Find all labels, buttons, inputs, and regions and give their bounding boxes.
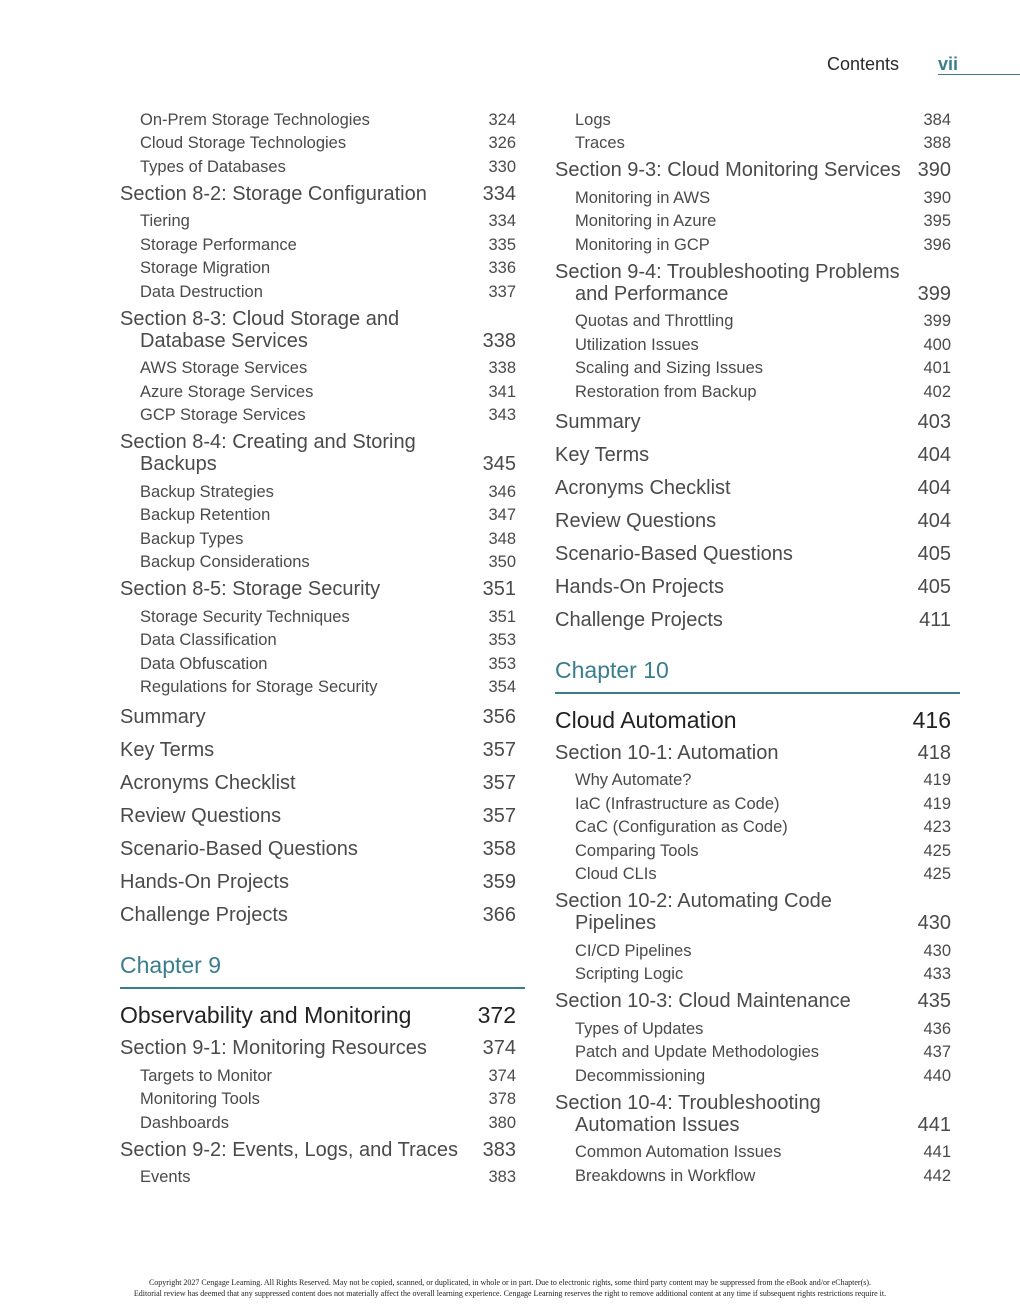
- entry-page-number: 383: [488, 1168, 516, 1186]
- toc-subtopic-entry[interactable]: [555, 357, 960, 381]
- entry-title: Section 9-1: Monitoring Resources: [120, 1037, 427, 1059]
- entry-title: Review Questions: [555, 509, 717, 532]
- entry-page-number: 411: [919, 608, 951, 631]
- entry-title: Section 8-3: Cloud Storage and Database Services: [120, 307, 400, 352]
- entry-page-number: 357: [482, 772, 516, 794]
- toc-subtopic-entry[interactable]: [120, 1064, 525, 1088]
- entry-title: Data Obfuscation: [140, 654, 268, 673]
- running-header: [0, 54, 1020, 78]
- toc-subtopic-entry[interactable]: [555, 1141, 960, 1165]
- toc-end-matter-entry[interactable]: [555, 602, 960, 635]
- entry-page-number: 336: [488, 259, 516, 277]
- entry-title: Section 9-2: Events, Logs, and Traces: [120, 1138, 458, 1161]
- entry-page-number: 425: [923, 841, 951, 860]
- toc-subtopic-entry[interactable]: [555, 310, 960, 334]
- entry-page-number: 441: [923, 1143, 951, 1161]
- entry-title: Section 9-3: Cloud Monitoring Services: [555, 159, 901, 181]
- entry-page-number: 338: [482, 329, 516, 352]
- entry-page-number: 346: [488, 482, 516, 501]
- entry-title: Section 10-3: Cloud Maintenance: [555, 990, 851, 1012]
- entry-title: Section 9-4: Troubleshooting Problems and Performance: [555, 260, 900, 305]
- toc-subtopic-entry[interactable]: [555, 863, 960, 887]
- entry-page-number: 402: [923, 382, 951, 401]
- toc-subtopic-entry[interactable]: [555, 1017, 960, 1041]
- toc-subtopic-entry[interactable]: [120, 280, 525, 304]
- toc-subtopic-entry[interactable]: [120, 132, 525, 156]
- entry-title: GCP Storage Services: [140, 406, 306, 424]
- entry-page-number: 358: [482, 838, 516, 860]
- entry-title: Observability and Monitoring: [120, 1002, 412, 1028]
- entry-page-number: 383: [482, 1138, 516, 1161]
- entry-title: CI/CD Pipelines: [575, 941, 692, 960]
- entry-page-number: 372: [477, 1002, 516, 1028]
- toc-subtopic-entry[interactable]: [555, 1041, 960, 1065]
- entry-title: Scaling and Sizing Issues: [575, 359, 764, 377]
- entry-title: Hands-On Projects: [555, 575, 724, 598]
- entry-page-number: 351: [488, 607, 516, 626]
- toc-subtopic-entry[interactable]: [555, 1164, 960, 1188]
- toc-subtopic-entry[interactable]: [120, 380, 525, 404]
- copyright-line-2: Editorial review has deemed that any suppressed content does not materially affect the overall learning experience. Cengage Learning reserves the right to remove additional content at any time if subsequent rights restrictions require it.: [133, 1289, 887, 1298]
- entry-page-number: 425: [923, 865, 951, 883]
- entry-page-number: 353: [488, 631, 516, 649]
- toc-end-matter-entry[interactable]: [120, 831, 525, 864]
- entry-page-number: 356: [482, 706, 516, 728]
- entry-title: Types of Databases: [140, 157, 286, 176]
- entry-page-number: 404: [917, 476, 951, 499]
- toc-subtopic-entry[interactable]: [555, 839, 960, 863]
- entry-page-number: 324: [488, 110, 516, 129]
- entry-title: Data Destruction: [140, 282, 263, 301]
- toc-subtopic-entry[interactable]: [120, 1111, 525, 1135]
- toc-end-matter-entry[interactable]: [120, 864, 525, 897]
- entry-page-number: 351: [482, 578, 516, 600]
- entry-page-number: 419: [923, 771, 951, 789]
- toc-end-matter-entry[interactable]: [120, 699, 525, 732]
- entry-page-number: 405: [917, 575, 951, 598]
- entry-page-number: 357: [482, 739, 516, 761]
- toc-section-entry[interactable]: [120, 427, 525, 480]
- entry-title: On-Prem Storage Technologies: [140, 110, 370, 129]
- chapter-title-entry[interactable]: [555, 694, 960, 738]
- entry-title: Data Classification: [140, 631, 277, 649]
- entry-page-number: 430: [917, 912, 951, 934]
- toc-subtopic-entry[interactable]: [120, 210, 525, 234]
- entry-page-number: 357: [482, 805, 516, 827]
- entry-page-number: 430: [923, 941, 951, 960]
- entry-page-number: 441: [917, 1113, 951, 1136]
- entry-page-number: 440: [923, 1066, 951, 1085]
- entry-title: Backup Types: [140, 529, 244, 548]
- entry-page-number: 334: [488, 212, 516, 230]
- entry-page-number: 354: [488, 678, 516, 696]
- entry-page-number: 374: [488, 1066, 516, 1085]
- entry-page-number: 338: [488, 359, 516, 377]
- entry-title: Cloud Automation: [555, 706, 737, 733]
- entry-title: Comparing Tools: [575, 841, 699, 860]
- toc-subtopic-entry[interactable]: [120, 480, 525, 504]
- entry-title: Monitoring in AWS: [575, 188, 711, 207]
- toc-end-matter-entry[interactable]: [555, 437, 960, 470]
- toc-end-matter-entry[interactable]: [555, 536, 960, 569]
- toc-section-entry[interactable]: [555, 257, 960, 310]
- entry-page-number: 404: [917, 509, 951, 532]
- entry-title: Monitoring in GCP: [575, 235, 710, 254]
- toc-end-matter-entry[interactable]: [555, 470, 960, 503]
- toc-section-entry[interactable]: [555, 738, 960, 769]
- toc-section-entry[interactable]: [120, 1033, 525, 1064]
- entry-page-number: 419: [923, 794, 951, 813]
- toc-section-entry[interactable]: [120, 1135, 525, 1166]
- entry-page-number: 347: [488, 506, 516, 524]
- entry-title: Key Terms: [120, 739, 215, 761]
- entry-page-number: 341: [488, 382, 516, 401]
- entry-title: Tiering: [140, 212, 190, 230]
- entry-title: Common Automation Issues: [575, 1143, 782, 1161]
- toc-section-entry[interactable]: [555, 1088, 960, 1141]
- toc-subtopic-entry[interactable]: [555, 333, 960, 357]
- entry-title: Hands-On Projects: [120, 871, 289, 893]
- toc-section-entry[interactable]: [120, 304, 525, 357]
- entry-title: Section 10-1: Automation: [555, 741, 779, 764]
- entry-title: Restoration from Backup: [575, 382, 757, 401]
- toc-subtopic-entry[interactable]: [120, 404, 525, 428]
- toc-subtopic-entry[interactable]: [555, 380, 960, 404]
- copyright-footer: [0, 1277, 1020, 1299]
- toc-end-matter-entry[interactable]: [120, 765, 525, 798]
- entry-title: Why Automate?: [575, 771, 692, 789]
- toc-end-matter-entry[interactable]: [120, 732, 525, 765]
- entry-page-number: 334: [482, 182, 516, 205]
- chapter-title-entry[interactable]: [120, 989, 525, 1033]
- entry-page-number: 345: [482, 453, 516, 475]
- toc-end-matter-entry[interactable]: [555, 404, 960, 437]
- entry-title: Scenario-Based Questions: [555, 542, 793, 565]
- toc-subtopic-entry[interactable]: [120, 155, 525, 179]
- header-label: Contents: [826, 54, 899, 74]
- toc-subtopic-entry[interactable]: [555, 769, 960, 793]
- entry-page-number: 433: [923, 965, 951, 983]
- entry-page-number: 423: [923, 818, 951, 836]
- toc-subtopic-entry[interactable]: [120, 551, 525, 575]
- entry-page-number: 404: [917, 443, 951, 466]
- entry-page-number: 348: [488, 529, 516, 548]
- entry-title: Regulations for Storage Security: [140, 678, 378, 696]
- toc-subtopic-entry[interactable]: [120, 1088, 525, 1112]
- entry-page-number: 416: [912, 706, 951, 733]
- entry-title: Patch and Update Methodologies: [575, 1043, 820, 1061]
- entry-page-number: 390: [917, 159, 951, 181]
- entry-title: Storage Security Techniques: [140, 607, 350, 626]
- entry-title: Section 10-2: Automating Code Pipelines: [555, 890, 832, 934]
- header-rule: [938, 74, 1020, 75]
- entry-title: Acronyms Checklist: [120, 772, 296, 794]
- entry-page-number: 396: [923, 235, 951, 254]
- entry-title: Azure Storage Services: [140, 382, 314, 401]
- toc-subtopic-entry[interactable]: [555, 108, 960, 132]
- entry-page-number: 380: [488, 1113, 516, 1132]
- toc-section-entry[interactable]: [555, 155, 960, 186]
- toc-end-matter-entry[interactable]: [555, 569, 960, 602]
- entry-title: Logs: [575, 110, 611, 129]
- entry-title: Storage Performance: [140, 235, 297, 254]
- entry-page-number: 405: [917, 542, 951, 565]
- entry-page-number: 399: [923, 312, 951, 330]
- toc-subtopic-entry[interactable]: [120, 108, 525, 132]
- entry-title: Breakdowns in Workflow: [575, 1166, 756, 1185]
- toc-subtopic-entry[interactable]: [555, 816, 960, 840]
- entry-title: Section 8-2: Storage Configuration: [120, 182, 427, 205]
- entry-page-number: 326: [488, 134, 516, 152]
- entry-title: Decommissioning: [575, 1066, 706, 1085]
- entry-page-number: 353: [488, 654, 516, 673]
- entry-title: CaC (Configuration as Code): [575, 818, 788, 836]
- entry-title: Acronyms Checklist: [555, 476, 731, 499]
- entry-title: Key Terms: [555, 443, 650, 466]
- entry-title: Scripting Logic: [575, 965, 684, 983]
- chapter-label: Chapter 9: [120, 952, 525, 989]
- entry-page-number: 330: [488, 157, 516, 176]
- entry-title: Section 10-4: Troubleshooting Automation Issues: [555, 1091, 821, 1136]
- entry-page-number: 395: [923, 212, 951, 230]
- toc-right-column: [555, 108, 960, 1188]
- entry-page-number: 436: [923, 1019, 951, 1038]
- toc-subtopic-entry[interactable]: [120, 605, 525, 629]
- toc-subtopic-entry[interactable]: [555, 939, 960, 963]
- entry-page-number: 418: [917, 741, 951, 764]
- entry-page-number: 350: [488, 553, 516, 571]
- toc-subtopic-entry[interactable]: [120, 257, 525, 281]
- toc-subtopic-entry[interactable]: [555, 963, 960, 987]
- toc-subtopic-entry[interactable]: [120, 652, 525, 676]
- entry-title: Cloud Storage Technologies: [140, 134, 347, 152]
- toc-subtopic-entry[interactable]: [120, 233, 525, 257]
- entry-page-number: 359: [482, 871, 516, 893]
- entry-title: Section 8-5: Storage Security: [120, 578, 381, 600]
- entry-page-number: 390: [923, 188, 951, 207]
- entry-title: Traces: [575, 134, 625, 152]
- entry-page-number: 343: [488, 406, 516, 424]
- toc-subtopic-entry[interactable]: [120, 527, 525, 551]
- entry-title: Summary: [120, 706, 206, 728]
- entry-title: Storage Migration: [140, 259, 271, 277]
- entry-title: IaC (Infrastructure as Code): [575, 794, 780, 813]
- entry-page-number: 437: [923, 1043, 951, 1061]
- toc-end-matter-entry[interactable]: [555, 503, 960, 536]
- entry-title: Dashboards: [140, 1113, 229, 1132]
- entry-page-number: 374: [482, 1037, 516, 1059]
- entry-page-number: 400: [923, 335, 951, 354]
- entry-page-number: 401: [923, 359, 951, 377]
- entry-title: Section 8-4: Creating and Storing Backups: [120, 431, 416, 475]
- toc-subtopic-entry[interactable]: [555, 1064, 960, 1088]
- chapter-label: Chapter 10: [555, 657, 960, 694]
- entry-title: Scenario-Based Questions: [120, 838, 358, 860]
- entry-page-number: 403: [917, 410, 951, 433]
- toc-subtopic-entry[interactable]: [555, 792, 960, 816]
- entry-title: Types of Updates: [575, 1019, 704, 1038]
- entry-title: Summary: [555, 410, 641, 433]
- entry-title: Monitoring in Azure: [575, 212, 717, 230]
- entry-title: Backup Retention: [140, 506, 271, 524]
- toc-subtopic-entry[interactable]: [555, 233, 960, 257]
- entry-title: Targets to Monitor: [140, 1066, 273, 1085]
- entry-page-number: 399: [917, 282, 951, 305]
- entry-page-number: 442: [923, 1166, 951, 1185]
- entry-title: Challenge Projects: [120, 904, 288, 926]
- entry-page-number: 384: [923, 110, 951, 129]
- entry-title: Backup Considerations: [140, 553, 310, 571]
- entry-title: Utilization Issues: [575, 335, 699, 354]
- entry-title: AWS Storage Services: [140, 359, 308, 377]
- toc-subtopic-entry[interactable]: [555, 186, 960, 210]
- entry-page-number: 337: [488, 282, 516, 301]
- toc-section-entry[interactable]: [555, 886, 960, 939]
- entry-title: Quotas and Throttling: [575, 312, 734, 330]
- entry-title: Challenge Projects: [555, 608, 723, 631]
- entry-page-number: 388: [923, 134, 951, 152]
- entry-title: Monitoring Tools: [140, 1090, 260, 1108]
- entry-page-number: 435: [917, 990, 951, 1012]
- toc-section-entry[interactable]: [120, 574, 525, 605]
- header-page-number: vii: [938, 54, 959, 74]
- toc-subtopic-entry[interactable]: [120, 676, 525, 700]
- toc-subtopic-entry[interactable]: [555, 210, 960, 234]
- entry-page-number: 378: [488, 1090, 516, 1108]
- toc-subtopic-entry[interactable]: [120, 1166, 525, 1190]
- toc-subtopic-entry[interactable]: [555, 132, 960, 156]
- toc-section-entry[interactable]: [120, 179, 525, 210]
- toc-subtopic-entry[interactable]: [120, 357, 525, 381]
- entry-title: Review Questions: [120, 805, 282, 827]
- toc-left-column: [120, 108, 525, 1189]
- toc-subtopic-entry[interactable]: [120, 629, 525, 653]
- entry-page-number: 335: [488, 235, 516, 254]
- copyright-line-1: Copyright 2027 Cengage Learning. All Rights Reserved. May not be copied, scanned, or duplicated, in whole or in part. Due to electronic rights, some third party content may be suppressed from the eBook and/or eChapter(s).: [148, 1278, 872, 1287]
- entry-title: Events: [140, 1168, 191, 1186]
- toc-subtopic-entry[interactable]: [120, 504, 525, 528]
- toc-section-entry[interactable]: [555, 986, 960, 1017]
- entry-page-number: 366: [482, 904, 516, 926]
- toc-end-matter-entry[interactable]: [120, 897, 525, 930]
- toc-end-matter-entry[interactable]: [120, 798, 525, 831]
- entry-title: Cloud CLIs: [575, 865, 657, 883]
- entry-title: Backup Strategies: [140, 482, 274, 501]
